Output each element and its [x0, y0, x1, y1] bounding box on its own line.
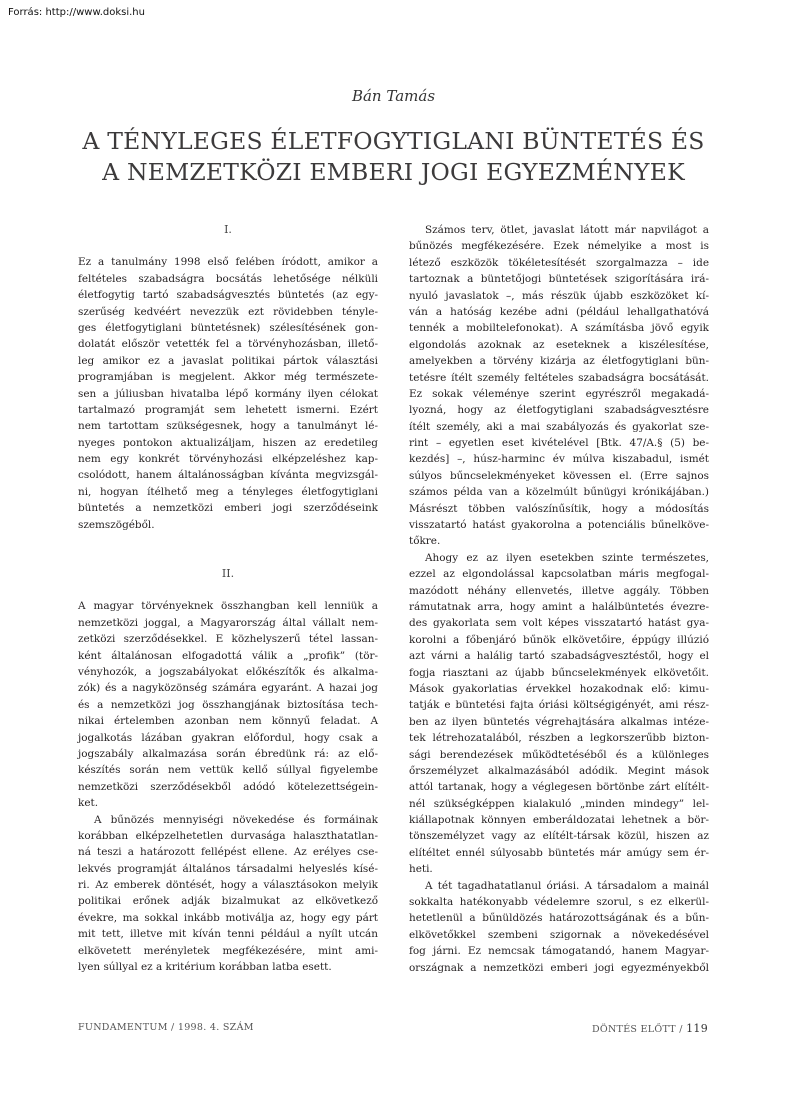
text-line: országnak a nemzetközi emberi jogi egyezményekből [409, 961, 709, 974]
text-line: elítéltet ennél súlyosabb büntetés már amúgy sem ér- [409, 846, 709, 859]
text-line: ri. Az emberek döntését, hogy a választásokon melyik [78, 879, 378, 892]
text-line: elkövetőkkel szembeni szigornak a növekedésével [409, 928, 709, 941]
text-line: jogszabály alkalmazása során ébredünk rá: az elő- [78, 747, 378, 760]
text-line: szerűség kedvéért nevezzük ezt rövidebben tényle- [78, 305, 378, 318]
text-line: mazódott néhány ellenvetés, illetve aggály. Többen [409, 584, 709, 597]
text-line: A tét tagadhatatlanul óriási. A társadalom a mainál [425, 879, 709, 892]
text-line: A bűnözés mennyiségi növekedése és formáinak [94, 813, 378, 826]
text-line: nikai értelemben azonban nem könnyű feladat. A [78, 715, 378, 728]
text-line: sági berendezések működtetéséből és a különleges [409, 748, 709, 761]
text-line: kezdés] –, húsz-harminc év múlva kiszabadul, ismét [409, 453, 709, 466]
paragraph [409, 878, 709, 976]
text-line: amelyekben a törvény kizárja az életfogytiglani bün- [409, 355, 709, 368]
text-line: ként általánosan elfogadottá válik a „profik” (tör- [78, 649, 378, 662]
page-number: 119 [686, 1022, 708, 1035]
paragraph [409, 222, 709, 550]
text-line: sokkalta hatékonyabb védelemre szorul, s ez elkerül- [409, 896, 709, 909]
text-line: politikai erőnek adják bizalmukat az elkövetkező [78, 895, 378, 908]
source-url: Forrás: http://www.doksi.hu [8, 7, 145, 18]
text-line: tartalmazó programját sem lehetett ismerni. Ezért [78, 403, 378, 416]
text-line: ná teszi a határozott fellépést ellene. Az erélyes cse- [78, 846, 378, 859]
section-heading-2: II. [221, 567, 235, 581]
text-line: elgondolás azoknak az eseteknek a kiszélesítése, [409, 338, 709, 351]
text-line: hetetlenül a bűnüldözés határozottságának és a bűn- [409, 912, 709, 925]
text-line: rint – egyetlen eset kivételével [Btk. 47/A.§ (5) be- [409, 437, 709, 450]
text-line: ezzel az elgondolással kapcsolatban máris megfogal- [409, 568, 709, 581]
text-line: visszatartó hatást gyakorolna a potenciális bűnelköve- [409, 519, 709, 532]
text-line: kiállapotnak könnyen emberáldozatai lehetnek a bör- [409, 814, 709, 827]
text-line: nyuló javaslatok –, más részük újabb eszközöket kí- [409, 289, 709, 302]
article-title [0, 126, 787, 188]
text-line: Ez sokak véleménye szerint egyrészről megakadá- [409, 387, 709, 400]
paragraph [78, 812, 378, 976]
text-line: azt várni a halálig tartó szabadságvesztéstől, hogy el [409, 650, 709, 663]
text-line: büntetés a nemzetközi emberi jogi szerződéseink [78, 502, 378, 515]
text-line: korolni a főbenjáró bűnök elkövetőire, éppúgy illúzió [409, 633, 709, 646]
paragraph [409, 550, 709, 878]
text-line: készítés során nem vettük kellő súllyal figyelembe [78, 764, 378, 777]
text-line: ges életfogytiglani büntetésnek) szélesítésének gon- [78, 321, 378, 334]
title-line: A NEMZETKÖZI EMBERI JOGI EGYEZMÉNYEK [102, 158, 685, 186]
text-line: programjában is megjelent. Akkor még természete- [78, 371, 378, 384]
text-line: feltételes szabadságra bocsátás lehetősége nélküli [78, 272, 378, 285]
journal-footer: FUNDAMENTUM / 1998. 4. SZÁM [78, 1022, 254, 1033]
text-line: zetközi szerződésekkel. E közhelyszerű tétel lassan- [78, 633, 378, 646]
text-line: Ahogy ez az ilyen esetekben szinte természetes, [425, 551, 709, 564]
text-line: elkövetett merényletek megfékezésére, mint ami- [78, 944, 378, 957]
text-line: őrszemélyzet alkalmazásából adódik. Megint mások [409, 764, 709, 777]
text-line: számos példa van a közelmúlt bűnügyi krónikájában.) [409, 486, 709, 499]
text-line: lekvés programját általános társadalmi helyeslés kísé- [78, 862, 378, 875]
text-line: Mások gyakorlatias érvekkel hozakodnak elő: kimu- [409, 682, 709, 695]
section-footer [592, 1022, 708, 1035]
text-line: tennék a mobiltelefonokat). A számításba jövő egyik [409, 322, 709, 335]
text-line: des gyakorlata sem volt képes visszatartó hatást gya- [409, 617, 709, 630]
text-line: fog járni. Ez nemcsak támogatandó, hanem Magyar- [409, 945, 709, 958]
text-line: ítélt személy, aki a mai szabályozás és gyakorlat sze- [409, 420, 709, 433]
text-line: nyeges pontokon aktualizáljam, hiszen az eredetileg [78, 436, 378, 449]
section-heading-1: I. [224, 223, 232, 236]
text-line: jogalkotás lázában gyakran előfordul, hogy csak a [78, 731, 378, 744]
text-line: dolatát először vetették fel a törvényhozásban, illető- [78, 338, 378, 351]
text-line: ben az ilyen büntetés végrehajtására alkalmas intéze- [409, 715, 709, 728]
text-line: tönszemélyzet vagy az elítélt-társak közül, hiszen az [409, 830, 709, 843]
text-line: tartoznak a büntetőjogi büntetések szigorítására irá- [409, 273, 709, 286]
text-line: nemzetközi joggal, a Magyarország által vállalt nem- [78, 616, 378, 629]
text-line: lyozná, hogy az életfogytiglani szabadságvesztésre [409, 404, 709, 417]
text-line: fogja riasztani az újabb bűncselekmények elkövetőit. [409, 666, 709, 679]
title-line: A TÉNYLEGES ÉLETFOGYTIGLANI BÜNTETÉS ÉS [82, 127, 705, 155]
text-line: ni, hogyan ítélhető meg a tényleges életfogytiglani [78, 485, 378, 498]
paragraph [78, 598, 378, 811]
text-line: tatják e büntetési fajta óriási költségigényét, ami rész- [409, 699, 709, 712]
text-line: heti. [409, 863, 433, 876]
text-line: ván a hatóság kezébe adni (például lehallgathatóvá [409, 305, 709, 318]
text-line: leg amikor ez a javaslat politikai pártok választási [78, 354, 378, 367]
text-line: Számos terv, ötlet, javaslat látott már napvilágot a [425, 224, 709, 236]
text-line: korábban elképzelhetetlen durvasága halaszthatatlan- [78, 829, 378, 842]
text-line: tőkre. [409, 535, 441, 548]
text-line: súlyos bűncselekményeket kövessen el. (Erre sajnos [409, 469, 709, 482]
text-line: zók) és a nagyközönség számára egyaránt. A hazai jog [78, 682, 378, 695]
text-line: életfogytig tartó szabadságvesztés büntetés (az egy- [78, 289, 378, 302]
text-line: rámutatnak arra, hogy amint a halálbüntetés évezre- [409, 600, 709, 613]
right-column [409, 222, 709, 976]
text-line: A magyar törvényeknek összhangban kell lenniük a [78, 600, 378, 613]
text-line: bűnözés megfékezésére. Ezek némelyike a most is [409, 240, 709, 253]
text-line: évekre, ma sokkal inkább motiválja az, hogy egy párt [78, 911, 378, 924]
text-line: lyen súllyal ez a kritérium korábban latba esett. [78, 961, 332, 974]
text-line: létező eszközök tökéletesítését szorgalmazza – ide [409, 256, 709, 269]
text-line: sen a júliusban hivatalba lépő kormány ilyen célokat [78, 387, 378, 400]
text-line: csolódott, hanem általánosságban kívánta megvizsgál- [78, 469, 378, 482]
text-line: szemszögéből. [78, 518, 155, 531]
text-line: Másrészt többen valószínűsítik, hogy a módosítás [409, 502, 709, 515]
text-line: nemzetközi szerződésekből adódó kötelezettségein- [78, 780, 378, 793]
text-line: vényhozók, a jogszabályokat előkészítők és alkalma- [78, 665, 378, 678]
text-line: ket. [78, 797, 99, 810]
text-line: nél szükségképpen kialakuló „minden mindegy” lel- [409, 797, 709, 810]
text-line: nem tartottam szükségesnek, hogy a tanulmányt lé- [78, 420, 378, 433]
text-line: attól tartanak, hogy a véglegesen börtönbe zárt elítélt- [409, 781, 709, 794]
text-line: tetésre ítélt személy feltételes szabadságra bocsátását. [409, 371, 709, 384]
text-line: és a nemzetközi jog összhangjának biztosítása tech- [78, 698, 378, 711]
author-name: Bán Tamás [351, 87, 436, 105]
section-label: DÖNTÉS ELŐTT / [591, 1024, 683, 1035]
left-column [78, 222, 378, 975]
text-line: Ez a tanulmány 1998 első felében íródott, amikor a [78, 256, 378, 269]
paragraph [78, 254, 378, 533]
text-line: mit tett, illetve mit kíván tenni például a nyílt utcán [78, 928, 378, 941]
text-line: nem egy konkrét törvényhozási elképzeléshez kap- [78, 453, 378, 466]
text-line: tek létrehozatalából, részben a legkorszerűbb bizton- [409, 732, 709, 745]
